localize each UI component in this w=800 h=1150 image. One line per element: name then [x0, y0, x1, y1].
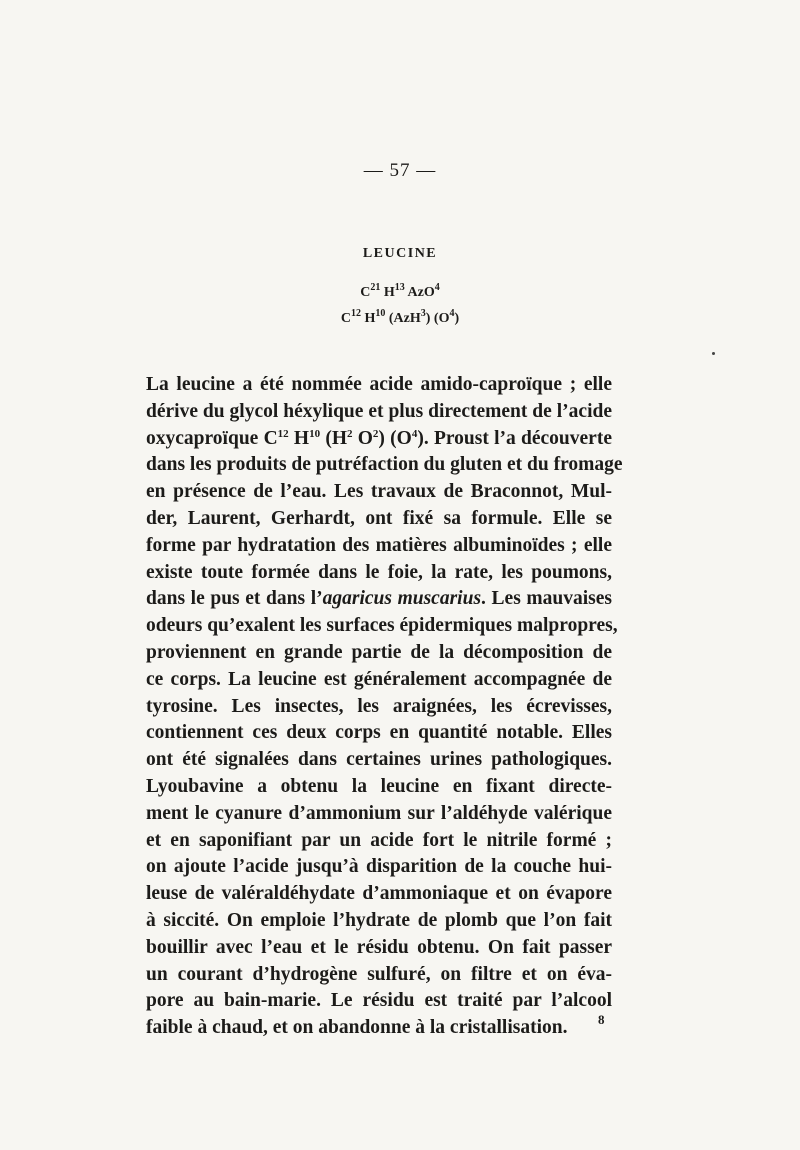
text-line: bouillir avec l’eau et le résidu obtenu. On fait passer [146, 936, 612, 958]
text-line: dérive du glycol héxylique et plus directement de l’acide [146, 400, 612, 422]
text-line: forme par hydratation des matières albuminoïdes ; elle [146, 534, 612, 556]
page-number: — 57 — [363, 160, 437, 181]
text-line: un courant d’hydrogène sulfuré, on filtre et on éva- [146, 963, 612, 985]
text-line: on ajoute l’acide jusqu’à disparition de la couche hui- [146, 856, 612, 878]
text-line: der, Laurent, Gerhardt, ont fixé sa formule. Elle se [146, 507, 612, 529]
section-title: LEUCINE [362, 246, 438, 261]
ink-speck [712, 352, 715, 355]
signature-mark: 8 [598, 1012, 605, 1027]
text-line: pore au bain-marie. Le résidu est traité par l’alcool [146, 990, 612, 1012]
body-paragraph [146, 372, 623, 1042]
text-line: en présence de l’eau. Les travaux de Braconnot, Mul- [146, 481, 612, 503]
chemical-formula-1: $C^{21}$ $H^{13}$ AzO$^4$ [360, 282, 440, 300]
text-line: dans les produits de putréfaction du gluten et du fromage [146, 454, 623, 476]
text-line: contiennent ces deux corps en quantité notable. Elles [146, 722, 612, 744]
text-line: et en saponifiant par un acide fort le nitrile formé ; [146, 829, 612, 851]
text-line: ce corps. La leucine est généralement accompagnée de [146, 668, 612, 690]
species-name: agaricus muscarius [322, 588, 482, 610]
text-line-with-formula: oxycaproïque $C^{12}$ $H^{10}$ ($H^2$ $O^2$) $(O^4)$. Proust l’a découverte [146, 427, 612, 449]
text-line-last: faible à chaud, et on abandonne à la cristallisation. [146, 1017, 568, 1039]
text-line: La leucine a été nommée acide amido-caproïque ; elle [146, 374, 612, 395]
chemical-formula-2: $C^{12}$ $H^{10}$ (AzH$^3$) $(O^4)$ [340, 308, 460, 326]
text-line: à siccité. On emploie l’hydrate de plomb que l’on fait [146, 909, 612, 931]
text-line: tyrosine. Les insectes, les araignées, les écrevisses, [146, 695, 612, 717]
text-line: existe toute formée dans le foie, la rate, les poumons, [146, 561, 612, 583]
text-line-with-italic: dans le pus et dans l’agaricus muscarius. Les mauvaises [146, 588, 612, 610]
text-line: Lyoubavine a obtenu la leucine en fixant directe- [146, 775, 612, 797]
text-line: odeurs qu’exalent les surfaces épidermiques malpropres, [146, 615, 618, 637]
text-line: proviennent en grande partie de la décomposition de [146, 641, 612, 663]
text-line: leuse de valéraldéhydate d’ammoniaque et on évapore [146, 883, 612, 905]
text-line: ment le cyanure d’ammonium sur l’aldéhyde valérique [146, 802, 612, 824]
text-line: ont été signalées dans certaines urines pathologiques. [146, 749, 612, 771]
